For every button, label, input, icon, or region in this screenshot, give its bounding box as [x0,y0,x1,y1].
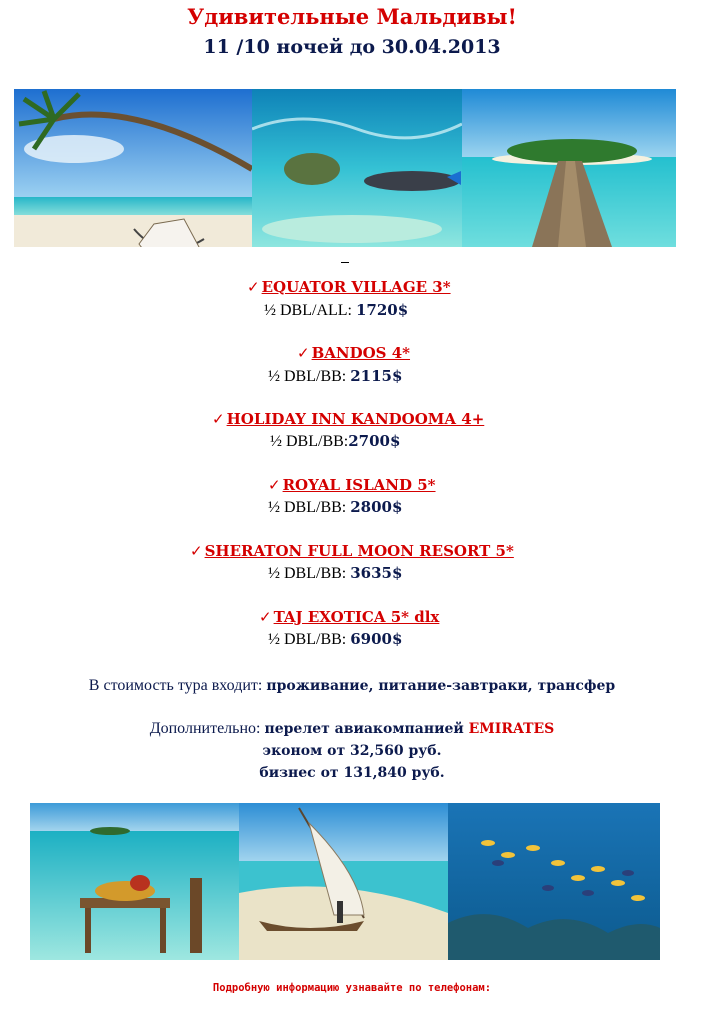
business-price: бизнес от 131,840 руб. [259,765,445,781]
contact-note: Подробную информацию узнавайте по телефонам: [212,982,492,994]
hotel-name[interactable]: ✓ EQUATOR VILLAGE 3* [247,278,451,296]
airline-name: EMIRATES [468,721,555,737]
hotel-name[interactable]: ✓ HOLIDAY INN KANDOOMA 4+ [212,410,485,428]
hotel-name[interactable]: ✓ ROYAL ISLAND 5* [268,476,436,494]
hotel-price: ½ DBL/BB: 2115$ [268,367,403,385]
turtle-snorkel-photo [252,89,462,247]
hotel-price: ½ DBL/BB: 2800$ [268,498,403,516]
separator-dash [341,262,349,263]
page-title: Удивительные Мальдивы! [187,4,517,29]
check-icon: ✓ [259,608,272,626]
check-icon: ✓ [268,476,281,494]
included-services: В стоимость тура входит: проживание, питание-завтраки, трансфер [88,677,616,694]
check-icon: ✓ [190,542,203,560]
extra-flight-info: Дополнительно: перелет авиакомпанией EMIRATES эконом от 32,560 руб. бизнес от 131,840 руб. [0,718,704,784]
economy-price: эконом от 32,560 руб. [262,743,442,759]
hotel-price: ½ DBL/BB:2700$ [270,432,401,450]
hotel-price: ½ DBL/ALL: 1720$ [264,301,409,319]
check-icon: ✓ [297,344,310,362]
island-pier-photo [462,89,676,247]
hotel-name[interactable]: ✓ SHERATON FULL MOON RESORT 5* [190,542,514,560]
hotel-price: ½ DBL/BB: 3635$ [268,564,403,582]
fish-reef-photo [448,803,660,960]
beach-table-photo [30,803,239,960]
hammock-beach-photo [14,89,252,247]
hotel-name[interactable]: ✓ BANDOS 4* [297,344,411,362]
check-icon: ✓ [212,410,225,428]
hotel-price: ½ DBL/BB: 6900$ [268,630,403,648]
hotel-name[interactable]: ✓ TAJ EXOTICA 5* dlx [259,608,440,626]
dhoni-boat-photo [239,803,448,960]
check-icon: ✓ [247,278,260,296]
page-subtitle: 11 /10 ночей до 30.04.2013 [203,36,501,58]
